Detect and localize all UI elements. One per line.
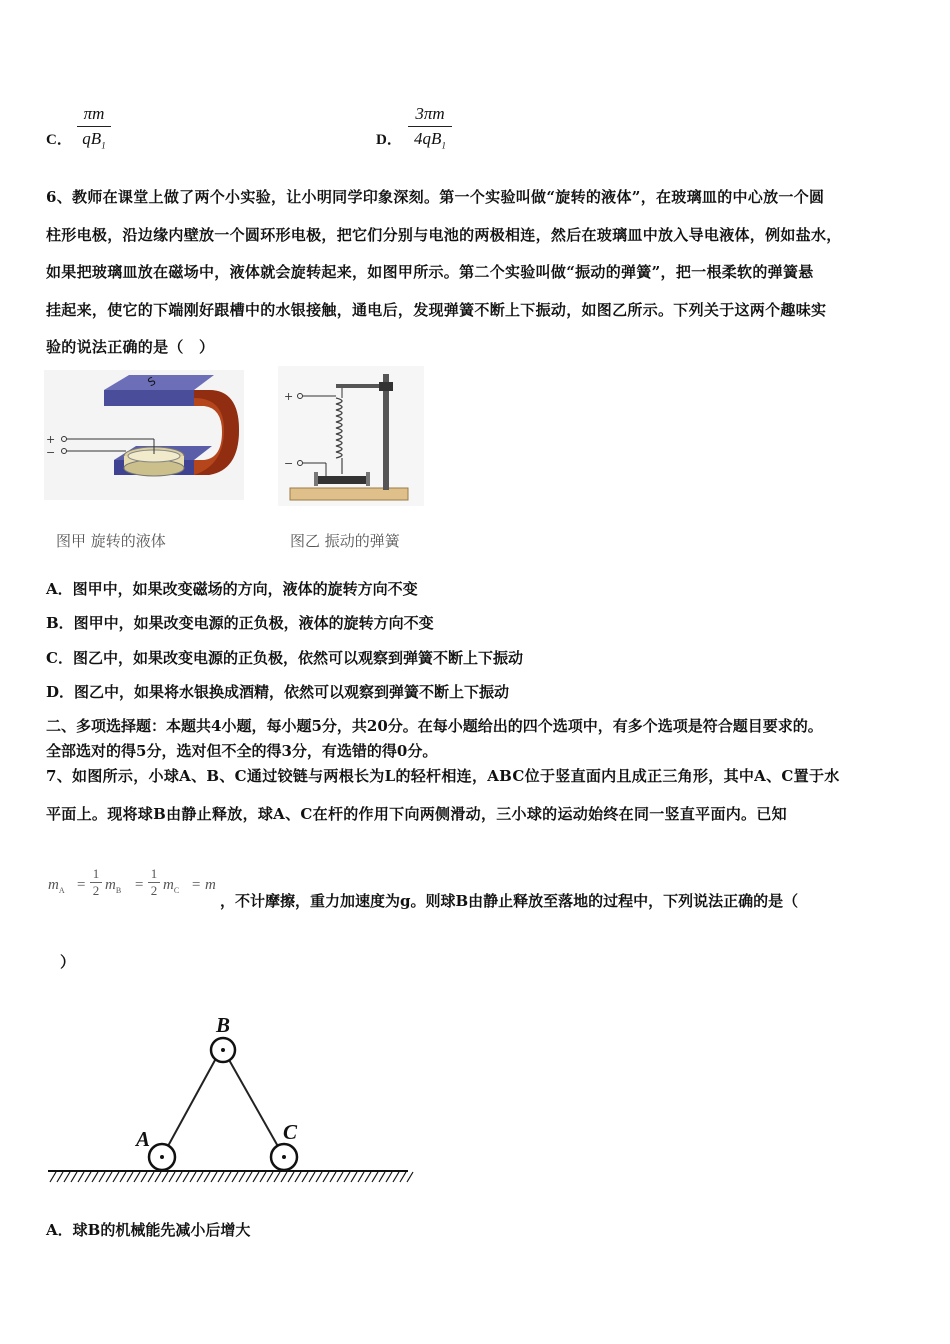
hatch-line [71,1172,77,1182]
hatch-line [162,1172,168,1182]
hatch-line [183,1172,189,1182]
rotating-liquid-illustration [44,370,244,500]
q6-line: 验的说法正确的是（ ） [46,338,215,356]
q6-option-a: A．图甲中，如果改变磁场的方向，液体的旋转方向不变 [46,580,418,598]
hatch-line [365,1172,371,1182]
equals-sign: = [191,877,202,893]
option-d-den-text: 4qB [414,129,442,148]
label-a: A [136,1127,151,1151]
hatch-line [85,1172,91,1182]
q6-option-d: D．图乙中，如果将水银换成酒精，依然可以观察到弹簧不断上下振动 [46,683,510,701]
hatch-line [407,1172,413,1182]
label-c: C [283,1120,298,1144]
q7-line: 7、如图所示，小球A、B、C通过铰链与两根长为L的轻杆相连，ABC位于竖直面内且成正三角形，其中A、C置于水 [46,767,840,785]
section-2-line: 二、多项选择题：本题共4小题，每小题5分，共20分。在每小题给出的四个选项中，有多个选项是符合题目要求的。 [46,717,823,735]
option-c-fraction [77,104,111,150]
hatch-line [197,1172,203,1182]
ground-hatching [50,1172,413,1182]
equals-sign: = [134,877,145,893]
q6-option-b: B．图甲中，如果改变电源的正负极，液体的旋转方向不变 [46,614,434,632]
half-fraction-1 [90,866,102,899]
hatch-line [211,1172,217,1182]
hatch-line [92,1172,98,1182]
hatch-line [50,1172,56,1182]
mass-b: $m_B$ [105,877,122,895]
q7-line: 平面上。现将球B由静止释放，球A、C在杆的作用下向两侧滑动，三小球的运动始终在同一竖直平面内。已知 [46,805,787,823]
hatch-line [204,1172,210,1182]
figure-triangle-balls [44,1010,414,1190]
hatch-line [218,1172,224,1182]
hatch-line [323,1172,329,1182]
hatch-line [155,1172,161,1182]
half-num-1: 1 [90,866,102,883]
option-d-label: D． [376,132,402,148]
half-fraction-2 [148,866,160,899]
q7-option-a: A．球B的机械能先减小后增大 [46,1221,251,1239]
q6-line: 6、教师在课堂上做了两个小实验，让小明同学印象深刻。第一个实验叫做“旋转的液体”，在玻璃皿的中心放一个圆 [46,188,825,206]
hatch-line [148,1172,154,1182]
hatch-line [106,1172,112,1182]
hatch-line [57,1172,63,1182]
hatch-line [190,1172,196,1182]
hatch-line [225,1172,231,1182]
q6-option-c: C．图乙中，如果改变电源的正负极，依然可以观察到弹簧不断上下振动 [46,649,523,667]
q7-after-formula: ，不计摩擦，重力加速度为g。则球B由静止释放至落地的过程中，下列说法正确的是（ [220,892,799,910]
hatch-line [274,1172,280,1182]
option-c-den-text: qB [82,129,102,148]
hatch-line [351,1172,357,1182]
hatch-line [379,1172,385,1182]
hatch-line [141,1172,147,1182]
hatch-line [169,1172,175,1182]
hatch-line [337,1172,343,1182]
mass-a: $m_A$ [48,877,65,895]
half-num-2: 1 [148,866,160,883]
figure-rotating-liquid [44,370,244,500]
hatch-line [120,1172,126,1182]
hatch-line [64,1172,70,1182]
option-d-denominator [408,127,452,150]
magnet-pole-label: S [145,374,159,390]
hatch-line [260,1172,266,1182]
half-den-2: 2 [150,883,158,898]
option-d-fraction [408,104,452,150]
option-c-numerator: πm [77,104,111,127]
figure-vibrating-spring [278,366,424,506]
option-d-den-sub: 1 [441,140,446,151]
hatch-line [176,1172,182,1182]
hatch-line [358,1172,364,1182]
q6-line: 挂起来，使它的下端刚好跟槽中的水银接触，通电后，发现弹簧不断上下振动，如图乙所示。下列关于这两个趣味实 [46,301,827,319]
option-c-den-sub: 1 [101,140,106,151]
hatch-line [288,1172,294,1182]
hatch-line [253,1172,259,1182]
vibrating-spring-illustration [278,366,424,506]
plus-terminal-label-b: + [284,390,294,403]
hatch-line [309,1172,315,1182]
half-den-1: 2 [92,883,100,898]
option-c-denominator [77,127,111,150]
hatch-line [239,1172,245,1182]
hatch-line [127,1172,133,1182]
equals-sign: = [76,877,87,893]
hatch-line [386,1172,392,1182]
hatch-line [295,1172,301,1182]
hatch-line [393,1172,399,1182]
figure-a-caption: 图甲 旋转的液体 [56,532,166,550]
label-b: B [216,1013,231,1037]
q6-line: 如果把玻璃皿放在磁场中，液体就会旋转起来，如图甲所示。第二个实验叫做“振动的弹簧”，把一根柔软的弹簧悬 [46,263,814,281]
mass-c: $m_C$ [163,877,180,895]
q6-line: 柱形电极，沿边缘内壁放一个圆环形电极，把它们分别与电池的两极相连，然后在玻璃皿中放入导电液体，例如盐水， [46,226,842,244]
minus-terminal-label-b: − [284,457,294,470]
figure-b-caption: 图乙 振动的弹簧 [290,532,400,550]
hatch-line [344,1172,350,1182]
hatch-line [316,1172,322,1182]
triangle-balls-illustration [44,1010,414,1190]
hatch-line [302,1172,308,1182]
hatch-line [99,1172,105,1182]
hatch-line [134,1172,140,1182]
section-2-line: 全部选对的得5分，选对但不全的得3分，有选错的得0分。 [46,742,438,760]
hatch-line [113,1172,119,1182]
hatch-line [372,1172,378,1182]
hatch-line [330,1172,336,1182]
hatch-line [78,1172,84,1182]
hatch-line [232,1172,238,1182]
hatch-line [400,1172,406,1182]
q7-mass-formula-row [46,866,926,916]
hatch-line [281,1172,287,1182]
option-d-numerator: 3πm [408,104,452,127]
option-c-label: C． [46,132,72,148]
hatch-line [246,1172,252,1182]
q7-close-paren: ） [60,953,76,971]
hatch-line [267,1172,273,1182]
minus-terminal-label: − [46,446,56,459]
plus-terminal-label: + [46,433,56,446]
mass-m: m [205,877,216,893]
